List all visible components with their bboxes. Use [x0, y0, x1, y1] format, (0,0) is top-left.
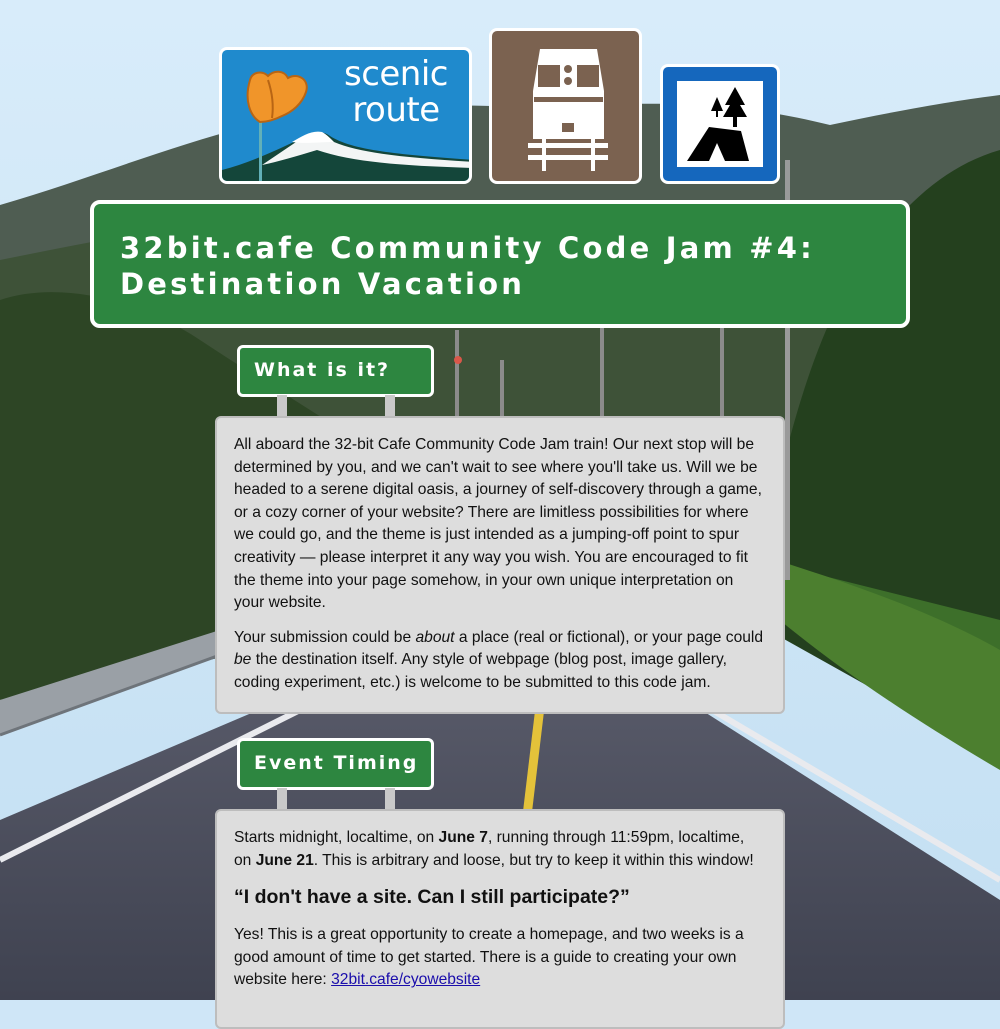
- what-p2-text-c: the destination itself. Any style of webpage (blog post, image gallery, coding experiment, etc.) is welcome to be submitted to this code jam.: [234, 651, 727, 691]
- event-timing-heading-sign: [237, 738, 434, 790]
- what-paragraph-2: [234, 627, 765, 695]
- timing-paragraph-2: [234, 924, 765, 992]
- timing-text-d: . This is arbitrary and loose, but try to keep it within this window!: [313, 851, 754, 869]
- title-banner: [90, 200, 910, 328]
- end-date: June 21: [255, 851, 314, 869]
- timing-text-c: , running through 11:59pm, localtime, on: [234, 829, 745, 869]
- campground-icon: [663, 67, 780, 184]
- page-title-line1: 32bit.cafe Community Code Jam #4:: [120, 231, 815, 265]
- what-is-it-heading: What is it?: [254, 359, 391, 381]
- sign-row: [0, 0, 1000, 190]
- what-is-it-panel: [215, 416, 785, 714]
- page-title: [120, 230, 882, 302]
- cyowebsite-link[interactable]: 32bit.cafe/cyowebsite: [331, 971, 481, 989]
- what-p2-text-a: Your submission could be: [234, 628, 416, 646]
- scenic-label-line1: scenic: [343, 54, 448, 94]
- what-is-it-heading-sign: [237, 345, 434, 397]
- scenic-label-line2: route: [352, 90, 440, 130]
- train-icon: [492, 31, 642, 184]
- timing-text-a: Starts midnight, localtime, on: [234, 829, 439, 846]
- what-p2-text-b: a place (real or fictional), or your page could: [454, 628, 764, 646]
- event-timing-panel: [215, 809, 785, 1029]
- what-p2-emphasis-be: be: [234, 651, 252, 669]
- start-date: June 7: [438, 829, 488, 846]
- what-p2-emphasis-about: about: [415, 628, 455, 646]
- train-sign: [489, 28, 642, 184]
- page-title-line2: Destination Vacation: [120, 267, 526, 301]
- campground-sign: [660, 64, 780, 184]
- timing-paragraph-1: [234, 827, 765, 872]
- what-paragraph-1: All aboard the 32-bit Cafe Community Code Jam train! Our next stop will be determined by you, and we can't wait to see where you'll take us. Will we be headed to a serene digital oasis, a journey of self-discovery through a game, or a cozy corner of your website? There are limitless possibilities for where we could go, and the theme is just intended as a jumping-off point to spur creativity — please interpret it any way you wish. You are encouraged to fit the theme into your page somehow, in your own unique interpretation on your website.: [234, 436, 762, 612]
- scenic-route-sign: [219, 47, 472, 184]
- event-timing-heading: Event Timing: [254, 752, 419, 774]
- scenic-route-label: [326, 56, 466, 128]
- faq-heading: “I don't have a site. Can I still participate?”: [234, 886, 630, 909]
- timing-p2-text: Yes! This is a great opportunity to create a homepage, and two weeks is a good amount of time to get started. There is a guide to creating your own website here:: [234, 926, 744, 989]
